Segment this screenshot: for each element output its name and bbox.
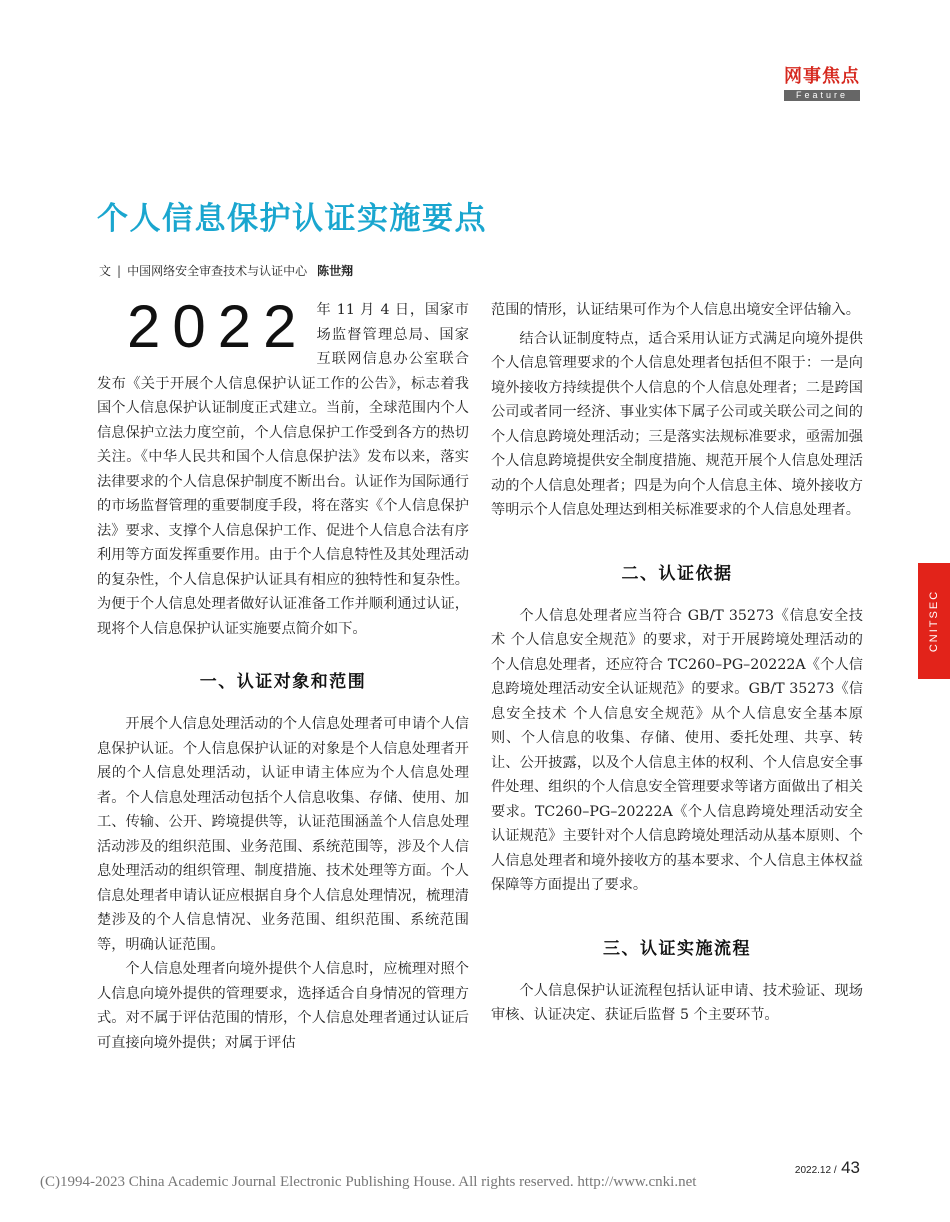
article-title: 个人信息保护认证实施要点 [97, 201, 487, 237]
intro-text: 年 11 月 4 日，国家市场监督管理总局、国家互联网信息办公室联合发布《关于开展个人信息保护认证工作的公告》，标志着我国个人信息保护认证制度正式建立。当前，全球范围内个人信息保护立法力度空前，个人信息保护工作受到各方的热切关注。《中华人民共和国个人信息保护法》发布以来，落实法律要求的个人信息保护制度不断出台。认证作为国际通行的市场监督管理的重要制度手段，将在落实《个人信息保护法》要求、支撑个人信息保护工作、促进个人信息合法有序利用等方面发挥重要作用。由于个人信息特性及其处理活动的复杂性，个人信息保护认证具有相应的独特性和复杂性。为便于个人信息处理者做好认证准备工作并顺利通过认证，现将个人信息保护认证实施要点简介如下。 [97, 302, 469, 637]
drop-cap-year: 2022 [127, 293, 309, 360]
section-heading-3: 三、认证实施流程 [603, 938, 751, 959]
byline-label: 文 [99, 264, 112, 278]
column-tag-cn: 网事焦点 [784, 66, 860, 87]
side-tab [918, 563, 950, 679]
left-column [97, 293, 469, 1055]
section-heading-2: 二、认证依据 [621, 563, 733, 584]
section2-paragraph-1: 个人信息处理者应当符合 GB/T 35273《信息安全技术 个人信息安全规范》的要求，对于开展跨境处理活动的个人信息处理者，还应符合 TC260–PG–20222A《个人信息跨境处理活动安全认证规范》的要求。GB/T 35273《信息安全技术 个人信息安全规范》从个人信息安全基本原则、个人信息的收集、存储、使用、委托处理、共享、转让、公开披露，以及个人信息主体的权利、个人信息安全事件处理、组织的个人信息安全管理要求等诸方面做出了相关要求。TC260–PG–20222A《个人信息跨境处理活动安全认证规范》主要针对个人信息跨境处理活动从基本原则、个人信息处理者和境外接收方的基本要求、个人信息主体权益保障等方面提出了要求。 [491, 607, 863, 893]
page-number-value: 43 [841, 1158, 860, 1177]
section-heading-1: 一、认证对象和范围 [199, 672, 367, 692]
column-tag-en: Feature [784, 90, 860, 101]
right-column [491, 298, 863, 1028]
issue-label: 2022.12 / [794, 1165, 837, 1176]
section1-paragraph-2b: 范围的情形，认证结果可作为个人信息出境安全评估输入。 [491, 302, 860, 318]
intro-paragraph [97, 293, 469, 641]
byline-separator: | [117, 264, 122, 278]
byline-author: 陈世翔 [317, 264, 354, 278]
copyright-footer: (C)1994-2023 China Academic Journal Electronic Publishing House. All rights reserved. http://www.cnki.net [40, 1174, 697, 1190]
section1-paragraph-1: 开展个人信息处理活动的个人信息处理者可申请个人信息保护认证。个人信息保护认证的对象是个人信息处理者开展的个人信息处理活动，认证申请主体应为个人信息处理者。个人信息处理活动包括个人信息收集、存储、使用、加工、传输、公开、跨境提供等，认证范围涵盖个人信息处理活动涉及的组织范围、业务范围、系统范围等，涉及个人信息处理活动的组织管理、制度措施、技术处理等方面。个人信息处理者申请认证应根据自身个人信息处理情况，梳理清楚涉及的个人信息情况、业务范围、组织范围、系统范围等，明确认证范围。 [97, 716, 469, 953]
side-tab-label: CNITSEC [928, 589, 940, 653]
section1-paragraph-3: 结合认证制度特点，适合采用认证方式满足向境外提供个人信息管理要求的个人信息处理者包括但不限于：一是向境外接收方持续提供个人信息的个人信息处理者；二是跨国公司或者同一经济、事业实体下属子公司或关联公司之间的个人信息跨境处理活动；三是落实法规标准要求，亟需加强个人信息跨境提供安全制度措施、规范开展个人信息处理活动的个人信息处理者；四是为向个人信息主体、境外接收方等明示个人信息处理达到相关标准要求的个人信息处理者。 [491, 330, 863, 518]
section1-paragraph-2a: 个人信息处理者向境外提供个人信息时，应梳理对照个人信息向境外提供的管理要求，选择适合自身情况的管理方式。对不属于评估范围的情形，个人信息处理者通过认证后可直接向境外提供；对属于评估 [97, 961, 469, 1051]
byline [99, 262, 353, 279]
column-tag [784, 66, 860, 101]
section3-paragraph-1: 个人信息保护认证流程包括认证申请、技术验证、现场审核、认证决定、获证后监督 5 个主要环节。 [491, 982, 863, 1023]
byline-org: 中国网络安全审查技术与认证中心 [127, 264, 308, 278]
page-number [795, 1158, 860, 1178]
